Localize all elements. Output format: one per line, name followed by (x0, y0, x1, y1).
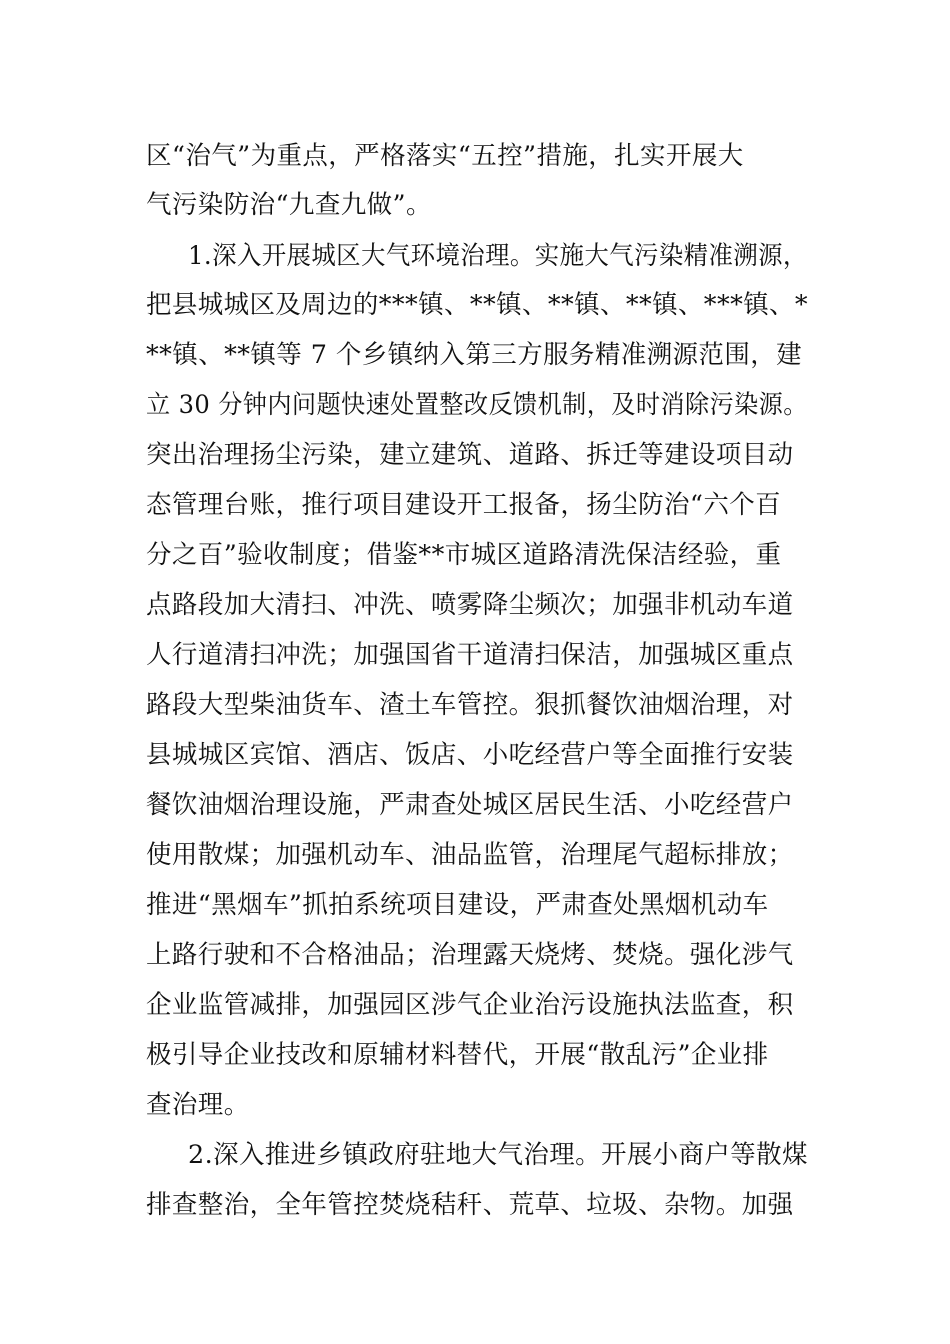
text-line: 区“治气”为重点，严格落实“五控”措施，扎实开展大 (146, 141, 744, 171)
text-line: 餐饮油烟治理设施，严肃查处城区居民生活、小吃经营户 (146, 790, 794, 820)
text-line: 气污染防治“九查九做”。 (146, 190, 432, 220)
text-line: 上路行驶和不合格油品；治理露天烧烤、焚烧。强化涉气 (146, 940, 794, 970)
text-line: 态管理台账，推行项目建设开工报备，扬尘防治“六个百 (146, 490, 782, 520)
text-line: 立 30 分钟内问题快速处置整改反馈机制，及时消除污染源。 (146, 390, 808, 420)
text-line: 人行道清扫冲洗；加强国省干道清扫保洁，加强城区重点 (146, 640, 794, 670)
text-line: 分之百”验收制度；借鉴**市城区道路清洗保洁经验，重 (146, 540, 782, 570)
text-line: 查治理。 (146, 1090, 250, 1120)
text-line: 点路段加大清扫、冲洗、喷雾降尘频次；加强非机动车道 (146, 590, 794, 620)
text-line: 把县城城区及周边的***镇、**镇、**镇、**镇、***镇、* (146, 290, 809, 320)
paragraph-heading-2: 2.深入推进乡镇政府驻地大气治理。开展小商户等散煤 (188, 1140, 808, 1170)
text-line: 排查整治，全年管控焚烧秸秆、荒草、垃圾、杂物。加强 (146, 1190, 794, 1220)
text-line: 路段大型柴油货车、渣土车管控。狠抓餐饮油烟治理，对 (146, 690, 794, 720)
paragraph-heading-1: 1.深入开展城区大气环境治理。实施大气污染精准溯源， (188, 241, 808, 271)
text-line: 极引导企业技改和原辅材料替代，开展“散乱污”企业排 (146, 1040, 769, 1070)
text-line: 推进“黑烟车”抓拍系统项目建设，严肃查处黑烟机动车 (146, 890, 769, 920)
text-line: **镇、**镇等 7 个乡镇纳入第三方服务精准溯源范围，建 (146, 340, 803, 370)
text-line: 县城城区宾馆、酒店、饭店、小吃经营户等全面推行安装 (146, 740, 794, 770)
text-line: 突出治理扬尘污染，建立建筑、道路、拆迁等建设项目动 (146, 440, 794, 470)
text-line: 企业监管减排，加强园区涉气企业治污设施执法监查，积 (146, 990, 794, 1020)
text-line: 使用散煤；加强机动车、油品监管，治理尾气超标排放； (146, 840, 794, 870)
